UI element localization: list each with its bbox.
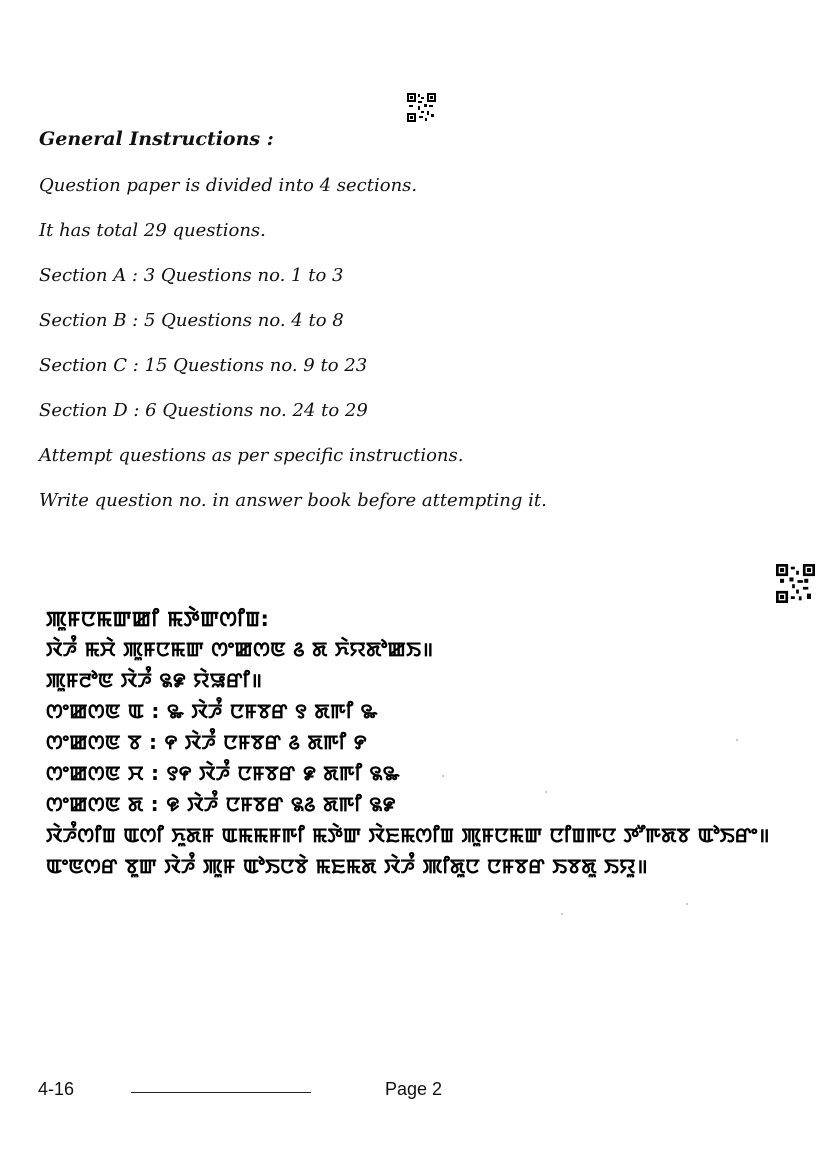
- qr-code-top: [407, 93, 436, 122]
- general-instructions-title: General Instructions :: [39, 128, 274, 150]
- meitei-instruction-item: ꯁꯦꯀꯁꯟ ꯆ : ꯱꯵ ꯋꯥꯍꯪ ꯅꯝꯕꯔ ꯹ ꯗꯒꯤ ꯲꯳: [46, 761, 400, 785]
- meitei-instructions-list: [46, 634, 806, 882]
- meitei-instruction-item: ꯋꯥꯍꯪꯁꯤꯡ ꯑꯁꯤ ꯈꯨꯗꯝ ꯑꯃꯃꯝꯒꯤ ꯃꯇꯥꯛ ꯋꯥꯐꯃꯁꯤꯡ ꯄꯨꯝꯅꯃꯛ ꯅꯤꯡꯒꯅ ꯇꯧꯒꯗꯕ ꯑꯣꯏꯔꯦ॥: [46, 823, 770, 847]
- scan-speck: [545, 791, 547, 793]
- meitei-instruction-item: ꯋꯥꯍꯪ ꯃꯆꯥ ꯄꯨꯝꯅꯃꯛ ꯁꯦꯀꯁꯟ ꯴ ꯗ ꯈꯥꯌꯗꯣꯀꯏ॥: [46, 637, 434, 661]
- scan-speck: [561, 913, 563, 915]
- qr-code-side: [776, 564, 815, 603]
- meitei-instruction-item: ꯑꯦꯟꯁꯔ ꯕꯨꯛ ꯋꯥꯍꯪ ꯄꯨꯝ ꯑꯣꯏꯅꯕꯥ ꯃꯐꯃꯗ ꯋꯥꯍꯪ ꯄꯤꯗꯨꯅ ꯅꯝꯕꯔ ꯏꯕꯗꯨ ꯏꯌꯨ॥: [46, 854, 649, 878]
- instruction-item: Attempt questions as per specific instructions.: [39, 445, 464, 466]
- page-number: Page 2: [385, 1079, 443, 1099]
- instruction-item: Question paper is divided into 4 sections.: [39, 175, 418, 196]
- instruction-item: Section C : 15 Questions no. 9 to 23: [39, 355, 368, 376]
- meitei-instruction-item: ꯁꯦꯀꯁꯟ ꯑ : ꯳ ꯋꯥꯍꯪ ꯅꯝꯕꯔ ꯱ ꯗꯒꯤ ꯳: [46, 699, 378, 723]
- meitei-instruction-item: ꯄꯨꯝꯂꯣꯟ ꯋꯥꯍꯪ ꯲꯹ ꯌꯥꯎꯔꯤ॥: [46, 668, 263, 692]
- scan-speck: [736, 739, 738, 741]
- footer-divider: [131, 1092, 311, 1093]
- instruction-item: Section A : 3 Questions no. 1 to 3: [39, 265, 344, 286]
- scan-speck: [442, 775, 444, 777]
- instruction-item: Write question no. in answer book before attempting it.: [39, 490, 547, 511]
- scan-speck: [686, 903, 688, 905]
- meitei-instructions-title: ꯄꯨꯝꯅꯃꯛꯀꯤ ꯃꯇꯥꯛꯁꯤꯡ:: [46, 607, 270, 631]
- instruction-item: Section B : 5 Questions no. 4 to 8: [39, 310, 344, 331]
- paper-code: 4-16: [38, 1079, 75, 1099]
- general-instructions-list: [39, 172, 547, 532]
- meitei-instruction-item: ꯁꯦꯀꯁꯟ ꯕ : ꯵ ꯋꯥꯍꯪ ꯅꯝꯕꯔ ꯴ ꯗꯒꯤ ꯸: [46, 730, 367, 754]
- meitei-instructions-block: [46, 604, 806, 882]
- instruction-item: Section D : 6 Questions no. 24 to 29: [39, 400, 368, 421]
- meitei-instruction-item: ꯁꯦꯀꯁꯟ ꯗ : ꯶ ꯋꯥꯍꯪ ꯅꯝꯕꯔ ꯲꯴ ꯗꯒꯤ ꯲꯹: [46, 792, 396, 816]
- instruction-item: It has total 29 questions.: [39, 220, 266, 241]
